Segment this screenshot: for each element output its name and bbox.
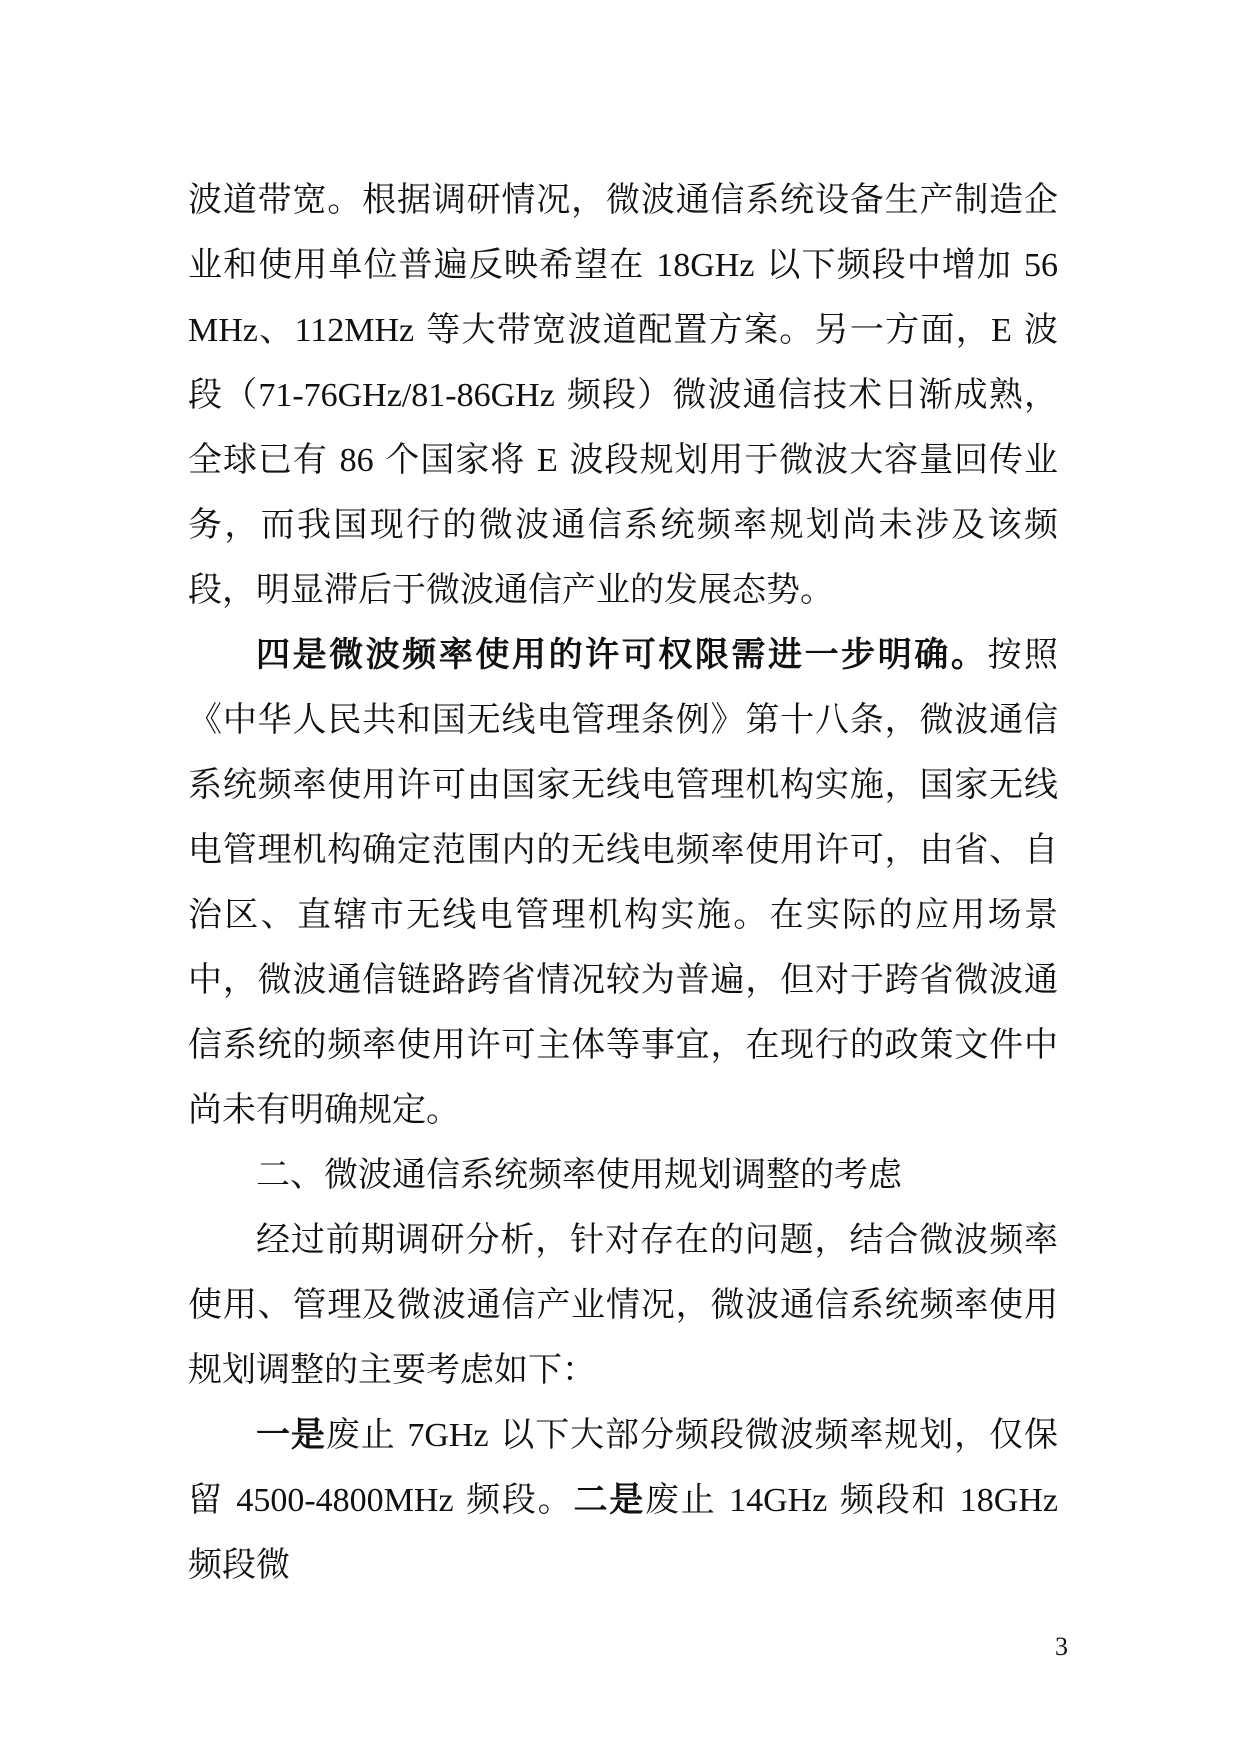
text-run-latin: 86: [339, 442, 374, 479]
text-run-latin: 18GHz: [959, 1482, 1058, 1519]
text-run: 波段规划用于微波大容量回传业务，而我国现行的微波通信系统频率规划尚未涉及该频段，明显滞后于微波通信产业的发展态势。: [188, 440, 1058, 610]
text-run-latin: 14GHz: [729, 1482, 828, 1519]
text-run-latin: 112MHz: [294, 312, 415, 349]
text-run: 个国家将: [373, 440, 537, 480]
text-run-latin: 71-76GHz/81-86GHz: [258, 377, 555, 414]
text-run: 波道带宽。根据调研情况，微波通信系统设备生产制造企业和使用单位普遍反映希望在: [188, 180, 1058, 285]
paragraph-considerations-list: [188, 1403, 1058, 1598]
bold-heading-run: 四是微波频率使用的许可权限需进一步明确。: [256, 635, 988, 675]
text-run: 以下频段中增加: [754, 245, 1024, 285]
bold-heading-run: 二是: [573, 1480, 645, 1520]
text-run-latin: 7GHz: [407, 1417, 489, 1454]
text-run: 废止: [645, 1480, 730, 1520]
section-heading: [188, 1143, 1058, 1208]
section-heading-text: 二、微波通信系统频率使用规划调整的考虑: [256, 1155, 902, 1195]
text-run: 频段）微波通信技术日渐成熟，全球已有: [188, 375, 1059, 480]
paragraph-considerations-intro: [188, 1208, 1058, 1403]
text-run: 以下大部分频段微波频率规划，仅保留: [188, 1415, 1058, 1520]
text-run-latin: 18GHz: [656, 247, 755, 284]
body-text: [188, 168, 1058, 1598]
text-run: 波段（: [188, 310, 1059, 415]
text-run-latin: E: [536, 442, 558, 479]
text-run-latin: E: [991, 312, 1012, 349]
text-run: 、: [257, 310, 295, 350]
text-run: 按照《中华人民共和国无线电管理条例》第十八条，微波通信系统频率使用许可由国家无线电管理机构实施，国家无线电管理机构确定范围内的无线电频率使用许可，由省、自治区、直辖市无线电管理机构实施。在实际的应用场景中，微波通信链路跨省情况较为普遍，但对于跨省微波通信系统的频率使用许可主体等事宜，在现行的政策文件中尚未有明确规定。: [188, 635, 1059, 1130]
text-run-latin: 4500-4800MHz: [236, 1482, 454, 1519]
page-number: 3: [1055, 1632, 1068, 1661]
text-run: 经过前期调研分析，针对存在的问题，结合微波频率使用、管理及微波通信产业情况，微波通信系统频率使用规划调整的主要考虑如下：: [188, 1220, 1058, 1390]
paragraph-bandwidth-issue: [188, 168, 1058, 623]
text-run: 等大带宽波道配置方案。另一方面，: [414, 310, 992, 350]
text-run: 频段和: [827, 1480, 960, 1520]
paragraph-license-authority: [188, 623, 1058, 1143]
text-run-latin: 56MHz: [188, 247, 1058, 349]
text-run: 频段。: [453, 1480, 574, 1520]
bold-heading-run: 一是: [256, 1415, 326, 1455]
text-run: 废止: [325, 1415, 408, 1455]
text-run: 频段微: [188, 1545, 290, 1585]
